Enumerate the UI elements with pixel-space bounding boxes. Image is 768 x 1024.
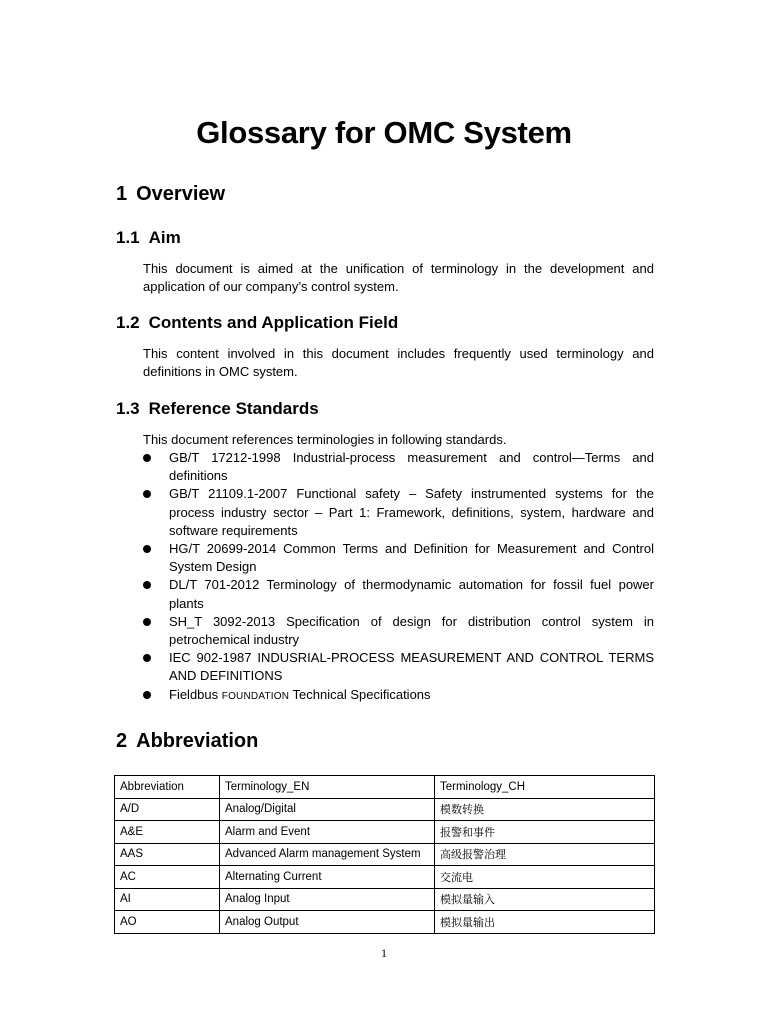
section-title: Abbreviation (136, 730, 259, 752)
list-item: HG/T 20699-2014 Common Terms and Definition for Measurement and Control System Design (143, 540, 654, 576)
bullet-icon (143, 454, 151, 462)
table-header: Abbreviation (115, 776, 220, 799)
table-cell: A&E (115, 821, 220, 844)
table-header: Terminology_CH (435, 776, 655, 799)
table-cell: Analog Input (220, 888, 435, 911)
bullet-icon (143, 490, 151, 498)
smallcaps-text: FOUNDATION (221, 690, 290, 702)
page-number: 1 (381, 946, 387, 960)
table-cell: Analog/Digital (220, 798, 435, 821)
table-cell: AI (115, 888, 220, 911)
bullet-icon (143, 691, 151, 699)
table-row (115, 866, 655, 889)
bullet-icon (143, 581, 151, 589)
bullet-icon (143, 545, 151, 553)
table-cell: 交流电 (435, 866, 655, 889)
page-title: Glossary for OMC System (196, 115, 572, 150)
table-cell: AC (115, 866, 220, 889)
section-title: Aim (148, 228, 181, 247)
list-item: GB/T 21109.1-2007 Functional safety – Safety instrumented systems for the process industry sector – Part 1: Framework, definitions, system, hardware and software requirements (143, 485, 654, 540)
list-item: SH_T 3092-2013 Specification of design for distribution control system in petrochemical industry (143, 613, 654, 649)
list-item: IEC 902-1987 INDUSRIAL-PROCESS MEASUREMENT AND CONTROL TERMS AND DEFINITIONS (143, 649, 654, 685)
table-cell: Alternating Current (220, 866, 435, 889)
section-title: Overview (136, 183, 226, 205)
table-cell: 模拟量输入 (435, 888, 655, 911)
section-number: 2 (116, 730, 128, 752)
section-title: Contents and Application Field (148, 313, 399, 332)
section-title: Reference Standards (148, 399, 319, 418)
bullet-icon (143, 654, 151, 662)
table-cell: 报警和事件 (435, 821, 655, 844)
table-row (115, 888, 655, 911)
table-cell: AO (115, 911, 220, 934)
section-heading-overview (116, 183, 225, 206)
section-heading-reference (116, 399, 319, 419)
table-header-row (115, 776, 655, 799)
section-number: 1 (116, 183, 128, 205)
aim-paragraph: This document is aimed at the unification of terminology in the development and application of our company’s control system. (143, 261, 654, 294)
section-heading-abbreviation (116, 730, 258, 753)
table-row (115, 798, 655, 821)
table-row (115, 911, 655, 934)
bullet-icon (143, 618, 151, 626)
list-item: DL/T 701-2012 Terminology of thermodynamic automation for fossil fuel power plants (143, 576, 654, 612)
contents-paragraph: This content involved in this document includes frequently used terminology and definitions in OMC system. (143, 346, 654, 379)
section-heading-aim (116, 228, 181, 248)
table-cell: A/D (115, 798, 220, 821)
table-cell: Advanced Alarm management System (220, 843, 435, 866)
table-cell: Analog Output (220, 911, 435, 934)
list-item: Fieldbus FOUNDATION Technical Specifications (143, 686, 654, 706)
table-cell: 模拟量输出 (435, 911, 655, 934)
reference-list (143, 449, 654, 706)
section-number: 1.2 (116, 313, 140, 332)
table-cell: AAS (115, 843, 220, 866)
table-row (115, 843, 655, 866)
table-row (115, 821, 655, 844)
reference-intro: This document references terminologies in following standards. (143, 432, 507, 447)
table-header: Terminology_EN (220, 776, 435, 799)
abbreviation-table (114, 775, 655, 934)
section-heading-contents (116, 313, 398, 333)
table-cell: Alarm and Event (220, 821, 435, 844)
table-cell: 高级报警治理 (435, 843, 655, 866)
section-number: 1.1 (116, 228, 140, 247)
table-cell: 模数转换 (435, 798, 655, 821)
list-item: GB/T 17212-1998 Industrial-process measurement and control—Terms and definitions (143, 449, 654, 485)
section-number: 1.3 (116, 399, 140, 418)
